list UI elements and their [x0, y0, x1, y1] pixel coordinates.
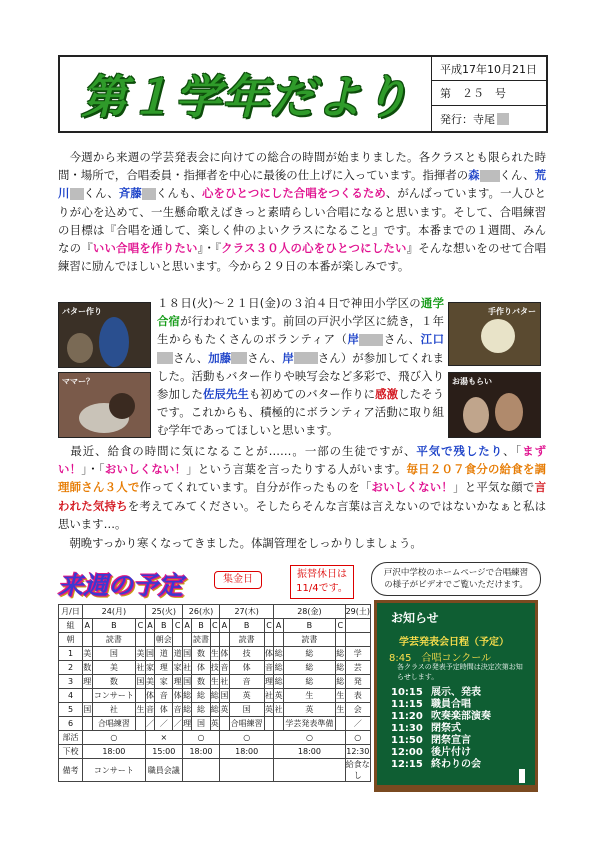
schedule-cell: 理 [264, 675, 274, 689]
notice-title: お知らせ [391, 611, 439, 625]
schedule-cell [274, 717, 284, 731]
note-cell [274, 759, 345, 782]
schedule-row [59, 675, 371, 689]
schedule-cell: 芸 [345, 661, 370, 675]
schedule-cell: 朝 [59, 633, 83, 647]
schedule-cell: 理 [173, 675, 183, 689]
head-cell: 25(火) [145, 605, 182, 619]
schedule-cell: 理 [182, 717, 192, 731]
schedule-cell: 生 [136, 703, 146, 717]
schedule-cell: 数 [192, 647, 210, 661]
schedule-cell: 国 [192, 717, 210, 731]
notice-item [391, 747, 491, 759]
schedule-cell [83, 689, 93, 703]
schedule-cell: 1 [59, 647, 83, 661]
schedule-table [58, 604, 371, 782]
schedule-cell: ／ [155, 717, 173, 731]
schedule-cell [83, 633, 93, 647]
schedule-cell: 総 [335, 647, 345, 661]
schedule-cell: 理 [83, 675, 93, 689]
head-cell: 24(月) [83, 605, 146, 619]
schedule-cell [345, 619, 370, 633]
schedule-cell: 国 [92, 647, 136, 661]
schedule-row [59, 661, 371, 675]
head-cell: 27(木) [220, 605, 274, 619]
schedule-cell: 生 [210, 647, 220, 661]
schedule-cell: 英 [264, 703, 274, 717]
schedule-cell [274, 633, 284, 647]
schedule-cell: コンサート [92, 689, 136, 703]
schedule-cell: 体 [220, 647, 230, 661]
schedule-cell: 家 [173, 661, 183, 675]
schedule-cell: ／ [173, 717, 183, 731]
schedule-cell [182, 633, 192, 647]
schedule-cell: B [92, 619, 136, 633]
schedule-cell: 体 [264, 647, 274, 661]
schedule-cell: 読書 [192, 633, 210, 647]
schedule-title: 来週の予定 [58, 571, 184, 600]
schedule-cell: 国 [136, 675, 146, 689]
schedule-cell: 社 [264, 689, 274, 703]
leave-cell: 18:00 [182, 745, 219, 759]
notice-item [391, 699, 491, 711]
schedule-cell: 朝会 [155, 633, 173, 647]
schedule-cell: 合唱練習 [92, 717, 136, 731]
schedule-cell: 総 [182, 689, 192, 703]
schedule-cell: A [274, 619, 284, 633]
schedule-cell: 総 [283, 647, 335, 661]
schedule-cell: 生 [335, 703, 345, 717]
schedule-cell: 生 [210, 675, 220, 689]
leave-cell: 18:00 [83, 745, 146, 759]
leave-row [59, 745, 371, 759]
schedule-row [59, 633, 371, 647]
schedule-row [59, 619, 371, 633]
schedule-cell: C [173, 619, 183, 633]
schedule-cell: 国 [182, 647, 192, 661]
schedule-cell: 社 [182, 661, 192, 675]
note-cell: 備考 [59, 759, 83, 782]
schedule-row [59, 647, 371, 661]
schedule-cell: 総 [274, 647, 284, 661]
schedule-cell: 読書 [92, 633, 136, 647]
schedule-cell: B [283, 619, 335, 633]
notice-time: 11:15 [391, 699, 423, 710]
club-cell: ○ [345, 731, 370, 745]
schedule-cell: 総 [283, 661, 335, 675]
schedule-cell: B [155, 619, 173, 633]
schedule-cell: 美 [145, 675, 155, 689]
schedule-cell [264, 633, 274, 647]
schedule-cell: 国 [229, 703, 264, 717]
note-cell: 職員会議 [145, 759, 182, 782]
note-cell: コンサート [83, 759, 146, 782]
club-row [59, 731, 371, 745]
schedule-cell: 社 [274, 703, 284, 717]
schedule-cell: 総 [182, 703, 192, 717]
note-cell [220, 759, 274, 782]
schedule-cell: 体 [192, 661, 210, 675]
schedule-cell: 6 [59, 717, 83, 731]
note-cell: 給食なし [345, 760, 370, 780]
schedule-cell: 数 [92, 675, 136, 689]
schedule-cell: 社 [92, 703, 136, 717]
schedule-cell: 家 [145, 661, 155, 675]
schedule-cell: 英 [210, 717, 220, 731]
head-cell: 月/日 [59, 605, 83, 619]
notice-items [391, 687, 491, 771]
chalk-icon [519, 769, 525, 783]
notice-item [391, 711, 491, 723]
schedule-cell: 総 [192, 689, 210, 703]
schedule-cell: 英 [229, 689, 264, 703]
notice-item [391, 687, 491, 699]
club-cell: ○ [182, 731, 219, 745]
schedule-cell: 体 [155, 703, 173, 717]
leave-cell: 12:30 [345, 745, 370, 759]
holiday-tag: 振替休日は 11/4です。 [290, 565, 354, 599]
schedule-cell: 3 [59, 675, 83, 689]
club-cell: 部活 [59, 731, 83, 745]
handmade-butter-photo: 手作りバター [448, 302, 541, 366]
schedule-cell: 数 [83, 661, 93, 675]
schedule-cell [136, 633, 146, 647]
schedule-cell: C [264, 619, 274, 633]
schedule-cell: 家 [155, 675, 173, 689]
notice-time: 12:15 [391, 759, 423, 770]
schedule-cell: 総 [274, 675, 284, 689]
schedule-cell: 総 [274, 661, 284, 675]
schedule-cell: 社 [136, 661, 146, 675]
schedule-cell: 総 [210, 689, 220, 703]
schedule-cell: 美 [136, 647, 146, 661]
schedule-cell: A [145, 619, 155, 633]
notice-time: 11:30 [391, 723, 423, 734]
schedule-cell [220, 633, 230, 647]
club-cell: ○ [220, 731, 274, 745]
leave-cell: 18:00 [274, 745, 345, 759]
schedule-cell: C [335, 619, 345, 633]
schedule-cell: A [182, 619, 192, 633]
schedule-cell: 生 [283, 689, 335, 703]
schedule-cell: 数 [192, 675, 210, 689]
schedule-cell [173, 633, 183, 647]
schedule-cell: 美 [83, 647, 93, 661]
schedule-cell: 音 [145, 703, 155, 717]
schedule-cell: 英 [274, 689, 284, 703]
schedule-cell: 4 [59, 689, 83, 703]
schedule-cell: 体 [145, 689, 155, 703]
schedule-cell: 音 [155, 689, 173, 703]
club-cell: ○ [83, 731, 146, 745]
chalk-tray [377, 785, 535, 789]
schedule-cell: 発 [345, 675, 370, 689]
schedule-cell: 表 [345, 689, 370, 703]
head-cell: 26(水) [182, 605, 219, 619]
notice-label: 閉祭宣言 [431, 735, 471, 746]
schedule-cell [220, 717, 230, 731]
note-row [59, 759, 371, 782]
schedule-cell: 総 [192, 703, 210, 717]
schedule-cell: B [229, 619, 264, 633]
schedule-cell [264, 717, 274, 731]
schedule-cell: 総 [335, 675, 345, 689]
schedule-cell: 2 [59, 661, 83, 675]
schedule-cell: ／ [145, 717, 155, 731]
schedule-cell: ／ [345, 717, 370, 731]
newsletter-title: 第１学年だより [60, 57, 432, 131]
schedule-cell: 社 [220, 675, 230, 689]
leave-cell: 15:00 [145, 745, 182, 759]
schedule-cell: 学 [345, 647, 370, 661]
publisher: 発行：寺尾 [432, 106, 546, 131]
schedule-cell: 美 [92, 661, 136, 675]
note-cell [182, 759, 219, 782]
schedule-cell: C [136, 619, 146, 633]
notice-label: 終わりの会 [431, 759, 481, 770]
issue-date: 平成17年10月21日 [432, 57, 546, 81]
schedule-cell: B [192, 619, 210, 633]
notice-label: 後片付け [431, 747, 471, 758]
issue-number: 第 ２５ 号 [432, 81, 546, 106]
schedule-row [59, 703, 371, 717]
camp-paragraph: １８日(火)～２１日(金)の３泊４日で神田小学区の通学合宿が行われています。前回の戸沢小学区に続き，１年生からもたくさんのボランティア（岸 さん、江口さん、加藤 さん、岸 さん）が参加してくれました。活動もバター作りや映写会など多彩で、飛び入り参加した佐辰先生も初めてのバター作りに感激したそうです。これからも、積極的にボランティア活動に取り組む学年であってほしいと思います。 [157, 296, 444, 438]
schedule-cell: 総 [283, 675, 335, 689]
schedule-cell [83, 717, 93, 731]
mama-photo: ママー？ [58, 372, 151, 438]
schedule-cell: 英 [220, 703, 230, 717]
notice-time: 11:50 [391, 735, 423, 746]
schedule-cell: 総 [335, 661, 345, 675]
schedule-cell [345, 633, 370, 647]
schedule-cell [335, 717, 345, 731]
notice-label: 閉祭式 [431, 723, 461, 734]
schedule-cell: 5 [59, 703, 83, 717]
schedule-cell: 理 [155, 661, 173, 675]
schedule-cell: A [220, 619, 230, 633]
notice-time: 10:15 [391, 687, 423, 698]
schedule-cell: 道 [155, 647, 173, 661]
schedule-cell: 技 [210, 661, 220, 675]
schedule-cell: 生 [335, 689, 345, 703]
schedule-cell: 音 [229, 675, 264, 689]
schedule-cell: 読書 [229, 633, 264, 647]
leave-cell: 下校 [59, 745, 83, 759]
schedule-cell: 国 [182, 675, 192, 689]
schedule-cell [145, 633, 155, 647]
schedule-head-row [59, 605, 371, 619]
schedule-cell: A [83, 619, 93, 633]
schedule-cell: 体 [173, 689, 183, 703]
head-cell: 29(土) [345, 605, 370, 619]
homepage-bubble: 戸沢中学校のホームページで合唱練習 の様子がビデオでご覧いただけます。 [371, 562, 541, 596]
schedule-cell: 組 [59, 619, 83, 633]
notice-first-note: 各クラスの発表予定時間は決定次第お知らせします。 [397, 663, 523, 681]
schedule-cell: 総 [210, 703, 220, 717]
notice-board [374, 600, 538, 792]
schedule-cell: 国 [83, 703, 93, 717]
schedule-cell: 学芸発表準備 [283, 717, 335, 731]
schedule-cell [136, 717, 146, 731]
schedule-cell: C [210, 619, 220, 633]
notice-time: 12:00 [391, 747, 423, 758]
schedule-cell [335, 633, 345, 647]
notice-item [391, 735, 491, 747]
notice-label: 吹奏楽部演奏 [431, 711, 491, 722]
schedule-cell: 国 [220, 689, 230, 703]
notice-first-item: 8:45 合唱コンクール [389, 653, 492, 664]
schedule-row [59, 689, 371, 703]
schedule-cell [210, 633, 220, 647]
chorus-paragraph: 今週から来週の学芸発表会に向けての総合の時間が始まりました。各クラスとも限られた時間・場所で，合唱委員・指揮者を中心に最後の仕上げに入っています。指揮者の森 くん、荒川 くん、斉藤 くんも、心をひとつにした合唱をつくるため、がんばっています。一人ひとりが心を込めて、一生懸命歌えばきっと素晴らしい合唱になると思います。そして、合唱練習の目標は『合唱を通して、楽しく仲のよいクラスになること』です。本番までの１週間、みんなの『いい合唱を作りたい』・『クラス３０人の心をひとつにしたい』そんな想いをのせて合唱練習に励んでほしいと思います。今から２９日の本番が楽しみです。 [58, 150, 546, 274]
newsletter-header [58, 55, 548, 133]
schedule-cell: 技 [229, 647, 264, 661]
notice-subtitle: 学芸発表会日程（予定） [399, 637, 509, 648]
schedule-cell [136, 689, 146, 703]
club-cell: ○ [274, 731, 345, 745]
schedule-row [59, 717, 371, 731]
schedule-cell: 音 [220, 661, 230, 675]
bath-photo: お湯もらい [448, 372, 541, 438]
notice-item [391, 723, 491, 735]
schedule-cell: 合唱練習 [229, 717, 264, 731]
notice-label: 展示、発表 [431, 687, 481, 698]
notice-item [391, 759, 491, 771]
schedule-cell: 英 [283, 703, 335, 717]
notice-time: 11:20 [391, 711, 423, 722]
head-cell: 28(金) [274, 605, 345, 619]
schedule-cell: 読書 [283, 633, 335, 647]
club-cell: × [145, 731, 182, 745]
notice-label: 職員合唱 [431, 699, 471, 710]
butter-making-photo: バター作り [58, 302, 151, 368]
schedule-cell: 体 [229, 661, 264, 675]
schedule-cell: 音 [173, 703, 183, 717]
collection-day-tag: 集金日 [214, 571, 262, 589]
schedule-cell: 道 [173, 647, 183, 661]
schedule-cell: 音 [264, 661, 274, 675]
closing-paragraph: 朝晩すっかり寒くなってきました。体調管理をしっかりしましょう。 [58, 536, 422, 550]
schedule-cell: 国 [145, 647, 155, 661]
schedule-cell: 会 [345, 703, 370, 717]
leave-cell: 18:00 [220, 745, 274, 759]
lunch-paragraph: 最近、給食の時間に気になることが……。一部の生徒ですが、平気で残したり、「まずい！」・「おいしくない！」という言葉を言ったりする人がいます。毎日２０７食分の給食を調理師さん３人で作ってくれています。自分が作ったものを「おいしくない！」と平気な顔で言われた気持ちを考えてみてください。そしたらそんな言葉は言えないのではないかなぁと私は思います…。 [58, 444, 546, 531]
